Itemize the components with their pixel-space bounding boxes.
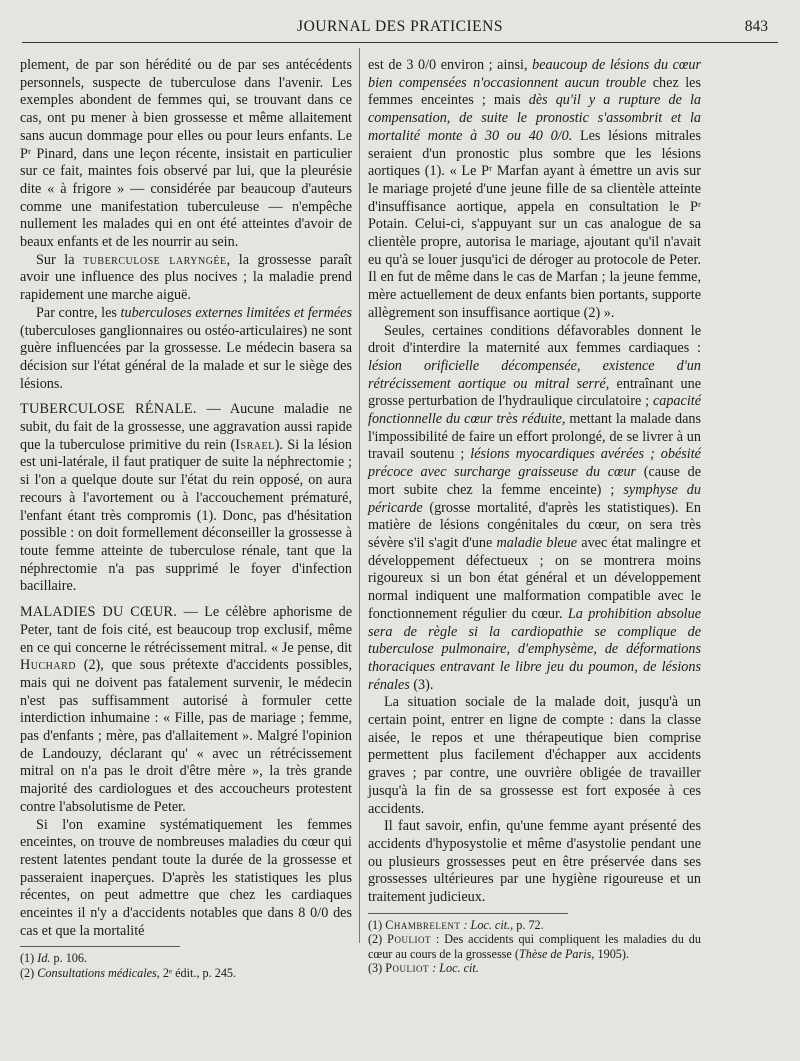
left-column [20,57,353,980]
paragraph: Sur la tuberculose laryngée, la grossesse paraît avoir une influence des plus nocives ; la maladie prend rapidement une marche aiguë. [20,251,352,304]
column-divider [359,48,360,943]
footnote: (1) Id. p. 106. [20,951,88,966]
footnote-separator [368,913,568,914]
footnotes [368,918,701,976]
journal-title: JOURNAL DES PRATICIENS [297,18,503,35]
page-number: 843 [744,18,768,35]
running-header [22,18,778,43]
section-paragraph: TUBERCULOSE RÉNALE. — Aucune maladie ne subit, du fait de la grossesse, une aggravation aussi rapide que la tuberculose primitive du rein (Israel). Si la lésion est uni-latérale, il faut pratiquer de suite la néphrectomie ; si l'on a quelque doute sur l'état du rein opposé, on aura recours à l'avortement ou à l'accouchement prématuré, l'enfant étant très compromis (1). Donc, pas d'hésitation possible : on doit formellement déconseiller la grossesse à toute femme atteinte de tuberculose rénale, tant que la néphrectomie n'a pas supprimé le foyer d'infection bacillaire. [20,401,353,595]
paragraph: Par contre, les tuberculoses externes limitées et fermées (tuberculoses ganglionnaires ou ostéo-articulaires) ne sont guère influencées par la grossesse. Le médecin basera sa décision sur l'état général de la malade et sur le siège des lésions. [20,304,352,392]
footnote: (1) Chambrelent : Loc. cit., p. 72. [368,917,544,932]
footnote: (2) Consultations médicales, 2ᵉ édit., p. 245. [20,965,237,980]
footnote: (3) Pouliot : Loc. cit. [368,961,479,976]
footnotes [20,951,352,980]
section-heading: TUBERCULOSE RÉNALE. [20,401,197,418]
right-column [368,57,701,1022]
paragraph: Si l'on examine systématiquement les femmes enceintes, on trouve de nombreuses maladies du cœur qui restent latentes pendant toute la durée de la grossesse et passeraient inaperçues. D'après les statistiques les plus récentes, on peut admettre que chez les cardiaques enceintes il n'y a d'accidents notables que dans 8 0/0 des cas et que la mortalité [20,816,352,939]
paragraph: plement, de par son hérédité ou de par ses antécédents personnels, suspecte de tuberculose dans l'avenir. Les exemples abondent de femmes qui, se trouvant dans ce cas, ont pu mener à bien grossesse et même allaitement sans aucun dommage pour elles ou pour leurs enfants. Le Pʳ Pinard, dans une leçon récente, insistait en particulier sur ce fait, maintes fois observé par lui, que la pleurésie dite « à frigore » — considérée par beaucoup d'auteurs comme une manifestation tuberculeuse — n'empêche nullement les malades qui en ont été atteintes d'avoir de beaux enfants et de les nourrir au sein. [20,57,352,251]
footnote-separator [20,946,180,947]
section-paragraph: MALADIES DU CŒUR. — Le célèbre aphorisme de Peter, tant de fois cité, est beaucoup trop exclusif, même en ce qui concerne le rétrécissement mitral. « Je pense, dit Huchard (2), que sous prétexte d'accidents possibles, mais qui ne doivent pas fatalement survenir, le médecin n'est pas suffisamment autorisé à formuler cette interdiction inhumaine : « Fille, pas de mariage ; femme, pas d'enfants ; mère, pas d'allaitement ». Malgré l'opinion de Landouzy, déclarant qu' « avec un rétrécissement mitral on n'a pas le droit d'être mère », la très grande majorité des cardiologues et des accoucheurs protestent contre l'absolutisme de Peter. [20,604,352,815]
paragraph: Il faut savoir, enfin, qu'une femme ayant présenté des accidents d'hyposystolie et même d'asystolie pendant une ou plusieurs grossesses peut en être préservée dans ses grossesses ultérieures par une hygiène rigoureuse et un traitement judicieux. [368,818,701,906]
paragraph: est de 3 0/0 environ ; ainsi, beaucoup de lésions du cœur bien compensées n'occasionnent aucun trouble chez les femmes enceintes ; mais dès qu'il y a rupture de la compensation, de suite le pronostic s'assombrit et la mortalité monte à 30 ou 40 0/0. Les lésions mitrales seraient d'un pronostic plus sombre que les lésions aortiques (1). « Le Pʳ Marfan ayant à émettre un avis sur le mariage projeté d'une jeune fille de sa clientèle atteinte d'insuffisance aortique, appela en consultation le Pʳ Potain. Celui-ci, s'appuyant sur un cas analogue de sa clientèle propre, autorisa le mariage, ajoutant qu'il n'avait eu qu'à se louer jusqu'ici de déroger au protocole de Peter. Il en fut de même dans le cas de Marfan ; la jeune femme, mère actuellement de deux enfants bien portants, supporte allègrement son insuffisance aortique (2) ». [368,57,702,321]
paragraph: La situation sociale de la malade doit, jusqu'à un certain point, entrer en ligne de compte : dans la classe aisée, le repos et une thérapeutique bien comprise permettent plus facilement d'échapper aux accidents graves ; par contre, une ouvrière obligée de travailler jusqu'à la fin de sa grossesse est fort exposée à ces accidents. [368,694,701,817]
section-heading: MALADIES DU CŒUR. [20,604,178,621]
footnote: (2) Pouliot : Des accidents qui compliquent les maladies du du cœur au cours de la grossesse (Thèse de Paris, 1905). [368,932,701,961]
paragraph: Seules, certaines conditions défavorables donnent le droit d'interdire la maternité aux femmes cardiaques : lésion orificielle décompensée, existence d'un rétrécissement aortique ou mitral serré, entraînant une grosse perturbation de l'hydraulique circulatoire ; capacité fonctionnelle du cœur très réduite, mettant la malade dans l'impossibilité de faire un effort prolongé, de se livrer à un travail soutenu ; lésions myocardiques avérées ; obésité précoce avec surcharge graisseuse du cœur (cause de mort subite chez la femme enceinte) ; symphyse du péricarde (grosse mortalité, d'après les statistiques). En matière de lésions congénitales du cœur, on sera très sévère s'il s'agit d'une maladie bleue avec état malingre et développement défectueux ; on se montrera moins rigoureux si un bon état général et un développement normal indiquent une malformation compatible avec le fonctionnement régulier du cœur. La prohibition absolue sera de règle si la cardiopathie se complique de tuberculose pulmonaire, d'emphysème, de déformations thoraciques entravant le libre jeu du poumon, de lésions rénales (3). [368,322,701,693]
